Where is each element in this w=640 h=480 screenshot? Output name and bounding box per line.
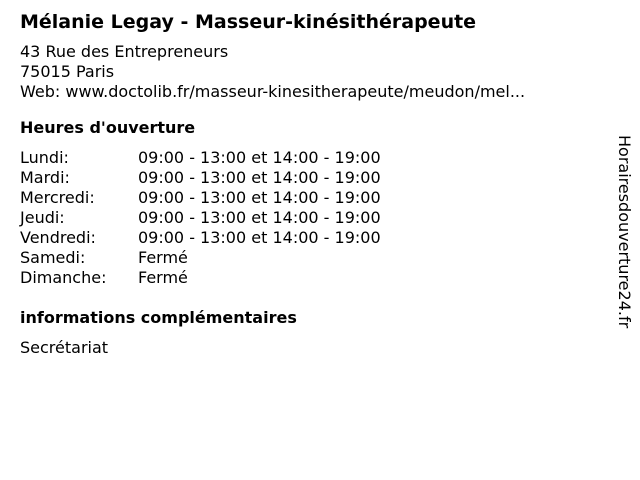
hours-time: 09:00 - 13:00 et 14:00 - 19:00	[138, 208, 381, 227]
hours-time: Fermé	[138, 248, 188, 267]
info-text: Secrétariat	[20, 338, 109, 357]
address-block	[20, 42, 610, 102]
address-city: 75015 Paris	[20, 62, 115, 81]
hours-time: 09:00 - 13:00 et 14:00 - 19:00	[138, 148, 381, 167]
hours-row-mardi	[20, 168, 610, 188]
hours-day: Jeudi:	[20, 208, 65, 227]
hours-time: 09:00 - 13:00 et 14:00 - 19:00	[138, 188, 381, 207]
hours-row-mercredi	[20, 188, 610, 208]
hours-day: Mercredi:	[20, 188, 95, 207]
hours-day: Lundi:	[20, 148, 69, 167]
business-card	[20, 8, 610, 358]
hours-row-samedi	[20, 248, 610, 268]
hours-heading: Heures d'ouverture	[20, 118, 196, 137]
address-web: Web: www.doctolib.fr/masseur-kinesitherapeute/meudon/mel...	[20, 82, 526, 101]
hours-row-dimanche	[20, 268, 610, 288]
hours-row-vendredi	[20, 228, 610, 248]
hours-day: Dimanche:	[20, 268, 107, 287]
hours-day: Vendredi:	[20, 228, 96, 247]
hours-time: 09:00 - 13:00 et 14:00 - 19:00	[138, 168, 381, 187]
side-brand-text: Horairesdouverture24.fr	[615, 135, 634, 329]
address-street: 43 Rue des Entrepreneurs	[20, 42, 229, 61]
hours-row-lundi	[20, 148, 610, 168]
hours-time: 09:00 - 13:00 et 14:00 - 19:00	[138, 228, 381, 247]
hours-time: Fermé	[138, 268, 188, 287]
info-heading: informations complémentaires	[20, 308, 297, 327]
hours-day: Mardi:	[20, 168, 70, 187]
hours-row-jeudi	[20, 208, 610, 228]
hours-table	[20, 148, 610, 288]
hours-day: Samedi:	[20, 248, 86, 267]
page-title: Mélanie Legay - Masseur-kinésithérapeute	[20, 11, 477, 33]
